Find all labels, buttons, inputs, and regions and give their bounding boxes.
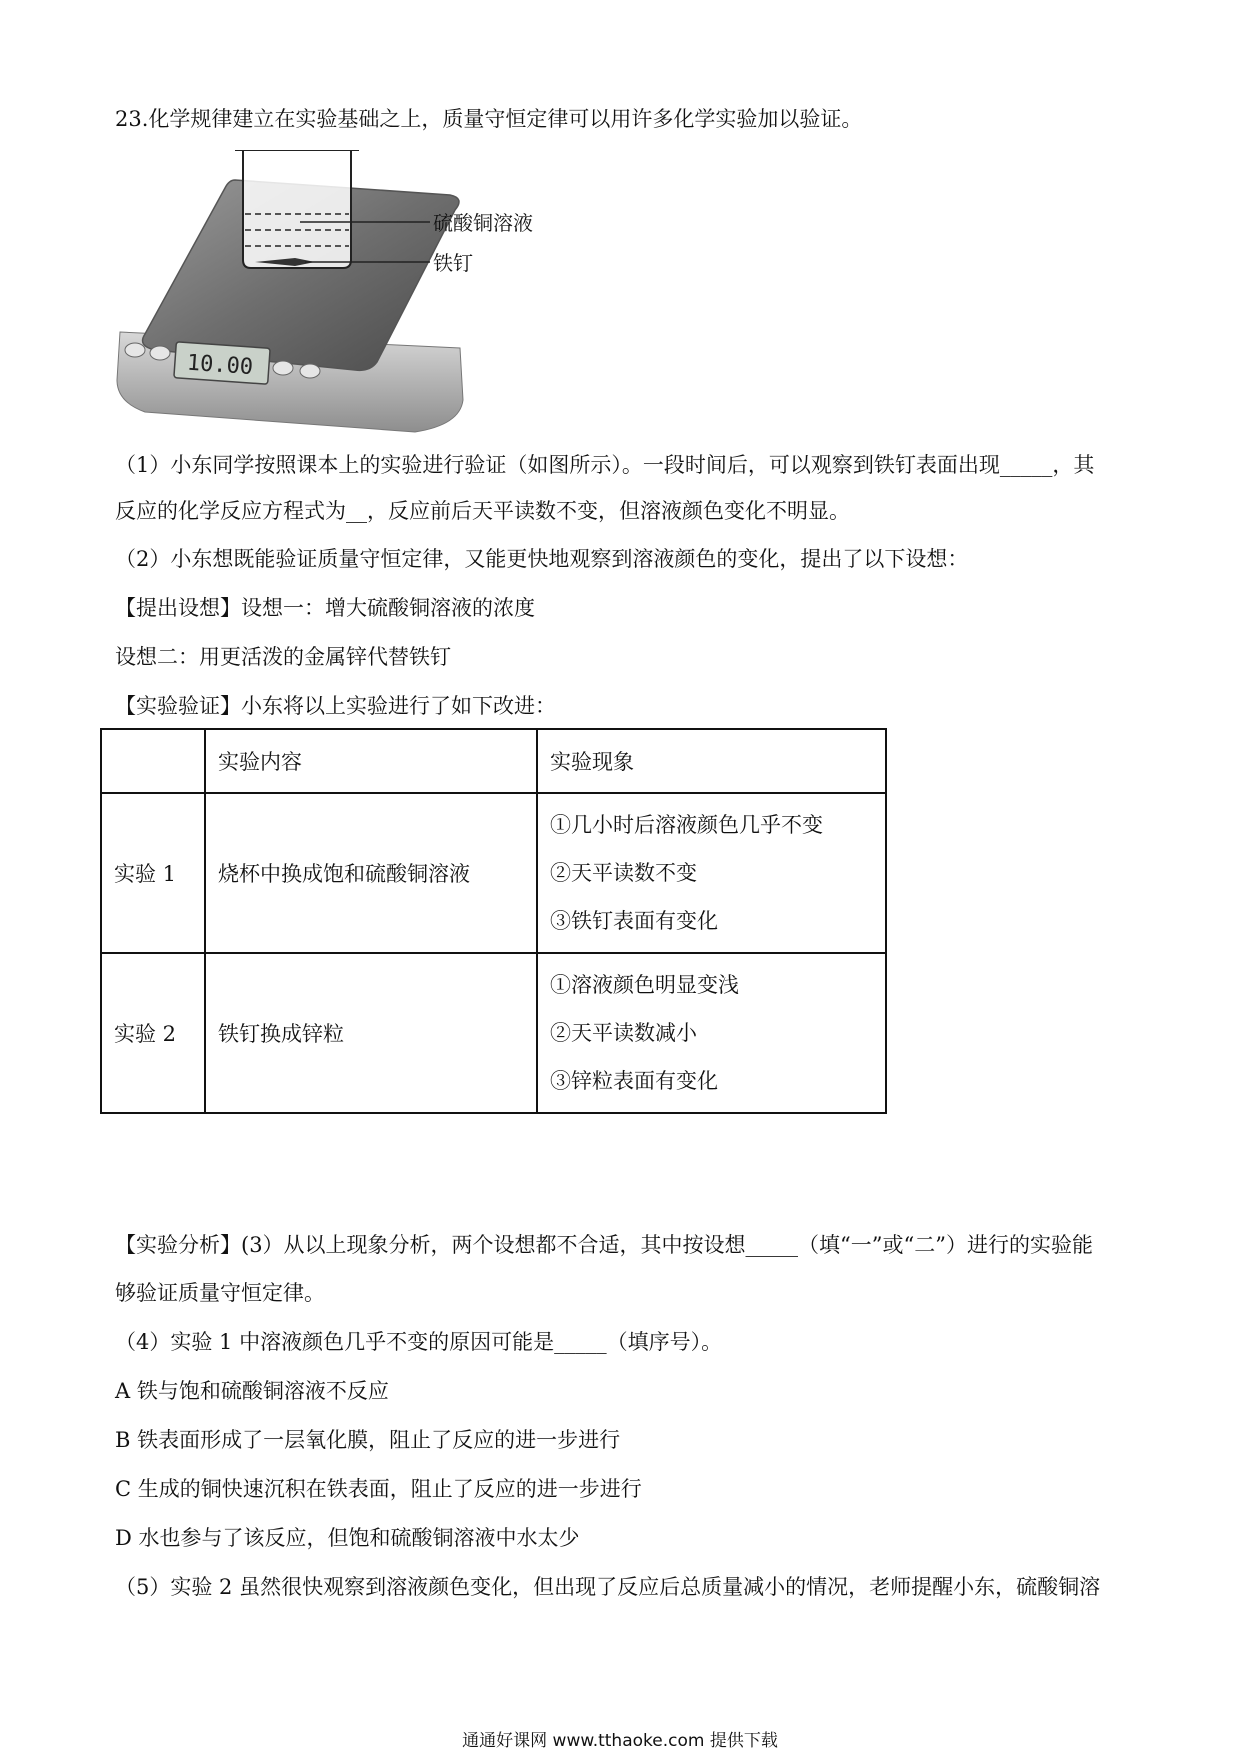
scale-button-icon [150, 346, 170, 360]
table-row [101, 953, 886, 1113]
footer-credit: 通通好课网 www.tthaoke.com 提供下载 [462, 1731, 778, 1751]
paragraph-3-line-1: 【实验分析】(3）从以上现象分析，两个设想都不合适，其中按设想_____（填“一”或“二”）进行的实验能 [115, 1233, 1093, 1257]
label-solution: 硫酸铜溶液 [433, 211, 533, 235]
observation-item: ③铁钉表面有变化 [550, 909, 718, 933]
table-header-cell [101, 729, 205, 793]
observation-item: ①几小时后溶液颜色几乎不变 [550, 813, 823, 837]
option-c: C 生成的铜快速沉积在铁表面，阻止了反应的进一步进行 [115, 1477, 642, 1501]
experiment-table [100, 728, 887, 1114]
scale-button-icon [125, 343, 145, 357]
question-title: 23.化学规律建立在实验基础之上，质量守恒定律可以用许多化学实验加以验证。 [115, 107, 863, 131]
option-a: A 铁与饱和硫酸铜溶液不反应 [115, 1379, 389, 1403]
paragraph-1-line-2: 反应的化学反应方程式为__，反应前后天平读数不变，但溶液颜色变化不明显。 [115, 499, 850, 523]
observation-item: ①溶液颜色明显变浅 [550, 973, 739, 997]
experiment-content: 烧杯中换成饱和硫酸铜溶液 [205, 793, 537, 953]
scale-button-icon [300, 364, 320, 378]
experiment-content: 铁钉换成锌粒 [205, 953, 537, 1113]
observation-item: ③锌粒表面有变化 [550, 1069, 718, 1093]
paragraph-1-line-1: （1）小东同学按照课本上的实验进行验证（如图所示）。一段时间后，可以观察到铁钉表面出现_____，其 [115, 453, 1095, 477]
paragraph-5: （5）实验 2 虽然很快观察到溶液颜色变化，但出现了反应后总质量减小的情况，老师提醒小东，硫酸铜溶 [115, 1575, 1101, 1599]
scale-display-text: 10.00 [186, 350, 254, 381]
observation-item: ②天平读数减小 [550, 1021, 697, 1045]
table-row [101, 793, 886, 953]
scale-beaker-figure [115, 150, 575, 435]
paragraph-4: （4）实验 1 中溶液颜色几乎不变的原因可能是_____（填序号）。 [115, 1330, 723, 1354]
hypothesis-2: 设想二：用更活泼的金属锌代替铁钉 [115, 645, 451, 669]
paragraph-2: （2）小东想既能验证质量守恒定律，又能更快地观察到溶液颜色的变化，提出了以下设想： [115, 547, 969, 571]
beaker [243, 150, 351, 268]
experiment-name: 实验 1 [101, 793, 205, 953]
table-header-cell: 实验现象 [537, 729, 886, 793]
option-b: B 铁表面形成了一层氧化膜，阻止了反应的进一步进行 [115, 1428, 621, 1452]
paragraph-3-line-2: 够验证质量守恒定律。 [115, 1281, 325, 1305]
option-d: D 水也参与了该反应，但饱和硫酸铜溶液中水太少 [115, 1526, 580, 1550]
table-header-cell: 实验内容 [205, 729, 537, 793]
experiment-name: 实验 2 [101, 953, 205, 1113]
label-nail: 铁钉 [433, 251, 473, 275]
experiment-observations [537, 953, 886, 1113]
scale-button-icon [273, 361, 293, 375]
hypothesis-1: 【提出设想】设想一：增大硫酸铜溶液的浓度 [115, 596, 535, 620]
experiment-observations [537, 793, 886, 953]
observation-item: ②天平读数不变 [550, 861, 697, 885]
table-header-row [101, 729, 886, 793]
verify-heading: 【实验验证】小东将以上实验进行了如下改进： [115, 694, 556, 718]
